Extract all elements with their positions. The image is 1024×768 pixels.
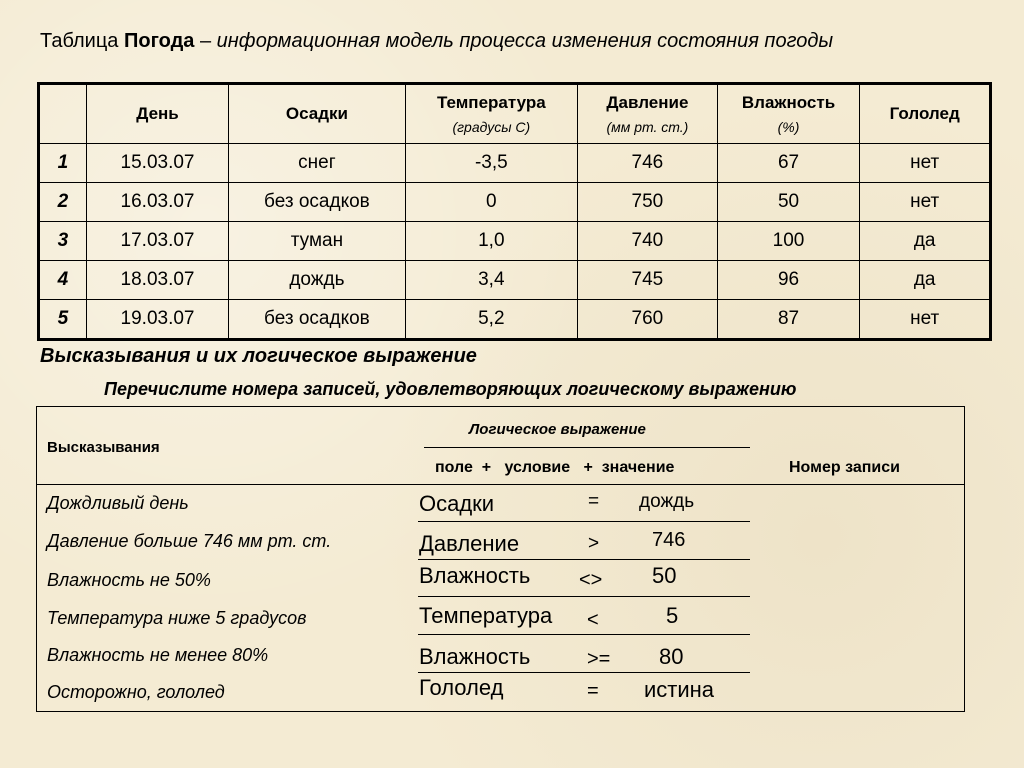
- cell-pressure: 746: [578, 144, 718, 183]
- header-record-number: Номер записи: [789, 459, 900, 476]
- cell-precipitation: снег: [229, 144, 405, 183]
- statement-text: Температура ниже 5 градусов: [47, 608, 307, 628]
- title-dash: –: [194, 30, 217, 52]
- header-temperature-unit: (градусы С): [452, 118, 531, 135]
- expression-value: 50: [652, 563, 677, 588]
- weather-table: [37, 82, 992, 341]
- header-divider: [37, 484, 964, 485]
- expression-value: дождь: [639, 491, 695, 512]
- expression-underline: [418, 521, 750, 522]
- header-number: [39, 84, 87, 144]
- cell-number: 2: [39, 183, 87, 222]
- header-pressure: [578, 84, 718, 144]
- cell-humidity: 50: [717, 183, 860, 222]
- cell-ice: нет: [860, 144, 991, 183]
- expression-operator: >: [588, 533, 600, 554]
- cell-temperature: -3,5: [405, 144, 578, 183]
- expression-value: 80: [659, 644, 684, 669]
- table-row: [39, 222, 991, 261]
- cell-humidity: 67: [717, 144, 860, 183]
- cell-humidity: 100: [717, 222, 860, 261]
- expression-operator: >=: [587, 648, 611, 670]
- cell-number: 5: [39, 300, 87, 340]
- expression-value: истина: [644, 677, 715, 702]
- task-text: Перечислите номера записей, удовлетворяющих логическому выражению: [104, 379, 797, 399]
- expression-field: Осадки: [419, 491, 495, 516]
- expression-field: Давление: [419, 531, 520, 556]
- cell-humidity: 87: [717, 300, 860, 340]
- expression-field: Влажность: [419, 644, 531, 669]
- statement-text: Дождливый день: [47, 493, 189, 513]
- statement-text: Давление больше 746 мм рт. ст.: [47, 531, 332, 551]
- header-underline: [424, 447, 750, 448]
- table-row: [39, 144, 991, 183]
- cell-ice: нет: [860, 300, 991, 340]
- title-table-name: Погода: [123, 30, 195, 52]
- header-precipitation: Осадки: [229, 84, 405, 144]
- cell-humidity: 96: [717, 261, 860, 300]
- expression-value: 746: [652, 529, 686, 551]
- header-humidity: [717, 84, 860, 144]
- expression-value: 5: [666, 603, 679, 628]
- cell-day: 16.03.07: [86, 183, 229, 222]
- cell-ice: да: [860, 261, 991, 300]
- statements-table: [36, 406, 965, 712]
- cell-ice: да: [860, 222, 991, 261]
- page-title: [40, 30, 833, 53]
- statement-text: Осторожно, гололед: [47, 682, 225, 702]
- header-formula: поле + условие + значение: [435, 459, 675, 476]
- expression-underline: [418, 672, 750, 673]
- expression-field: Влажность: [419, 563, 531, 588]
- expression-field: Температура: [419, 603, 553, 628]
- cell-day: 19.03.07: [86, 300, 229, 340]
- cell-pressure: 760: [578, 300, 718, 340]
- cell-temperature: 5,2: [405, 300, 578, 340]
- expression-operator: <: [587, 609, 599, 631]
- title-description: информационная модель процесса изменения состояния погоды: [216, 30, 834, 52]
- title-prefix: Таблица: [40, 30, 124, 52]
- cell-temperature: 1,0: [405, 222, 578, 261]
- statement-text: Влажность не 50%: [47, 570, 211, 590]
- cell-precipitation: без осадков: [229, 183, 405, 222]
- header-pressure-unit: (мм рт. ст.): [606, 118, 689, 135]
- cell-pressure: 740: [578, 222, 718, 261]
- table-row: [39, 183, 991, 222]
- table-row: [39, 300, 991, 340]
- cell-ice: нет: [860, 183, 991, 222]
- cell-pressure: 750: [578, 183, 718, 222]
- header-pressure-label: Давление: [606, 92, 689, 112]
- header-humidity-unit: (%): [777, 118, 800, 135]
- table-row: [39, 261, 991, 300]
- expression-underline: [418, 559, 750, 560]
- expression-field: Гололед: [419, 675, 504, 700]
- header-statements: Высказывания: [47, 439, 160, 456]
- section-title: Высказывания и их логическое выражение: [40, 345, 477, 367]
- cell-temperature: 3,4: [405, 261, 578, 300]
- expression-underline: [418, 634, 750, 635]
- header-humidity-label: Влажность: [741, 92, 836, 112]
- cell-day: 15.03.07: [86, 144, 229, 183]
- cell-number: 4: [39, 261, 87, 300]
- table-header-row: [39, 84, 991, 144]
- header-temperature: [405, 84, 578, 144]
- cell-pressure: 745: [578, 261, 718, 300]
- cell-precipitation: туман: [229, 222, 405, 261]
- header-day: День: [86, 84, 229, 144]
- statement-text: Влажность не менее 80%: [47, 645, 269, 665]
- cell-temperature: 0: [405, 183, 578, 222]
- cell-precipitation: без осадков: [229, 300, 405, 340]
- cell-day: 18.03.07: [86, 261, 229, 300]
- expression-operator: <>: [579, 569, 603, 591]
- expression-operator: =: [588, 491, 600, 512]
- cell-number: 1: [39, 144, 87, 183]
- header-temperature-label: Температура: [436, 92, 546, 112]
- header-ice: Гололед: [860, 84, 991, 144]
- cell-number: 3: [39, 222, 87, 261]
- cell-precipitation: дождь: [229, 261, 405, 300]
- header-logical-expression: Логическое выражение: [469, 421, 646, 438]
- expression-underline: [418, 596, 750, 597]
- cell-day: 17.03.07: [86, 222, 229, 261]
- expression-operator: =: [587, 680, 599, 702]
